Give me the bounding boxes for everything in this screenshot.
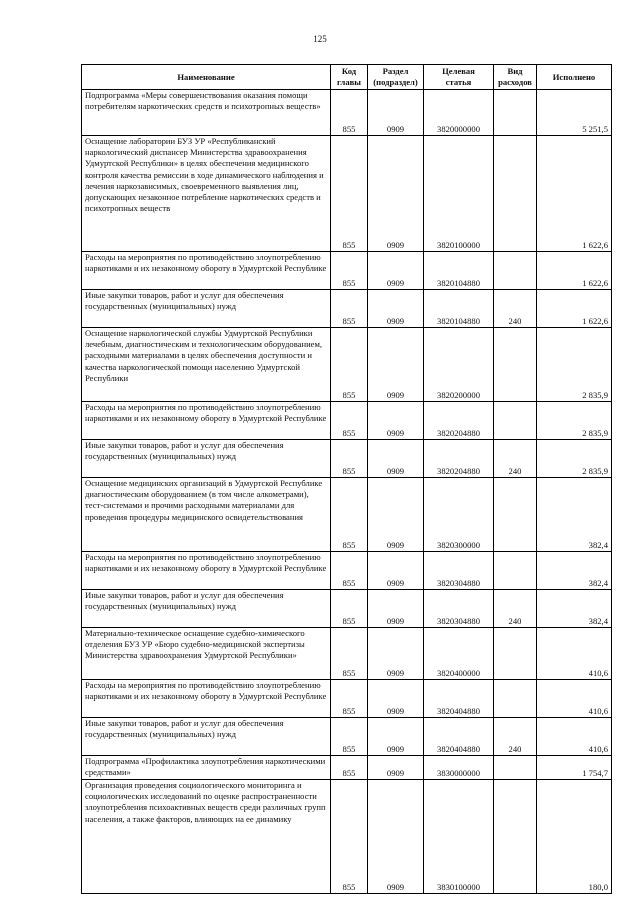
row-type <box>494 252 537 290</box>
row-code: 855 <box>331 590 368 628</box>
row-type <box>494 780 537 894</box>
row-type: 240 <box>494 590 537 628</box>
row-executed: 180,0 <box>537 780 612 894</box>
row-type: 240 <box>494 718 537 756</box>
table-row <box>82 680 612 718</box>
row-code: 855 <box>331 328 368 402</box>
row-section: 0909 <box>368 136 424 252</box>
row-executed: 410,6 <box>537 718 612 756</box>
table-row <box>82 780 612 894</box>
row-executed: 382,4 <box>537 552 612 590</box>
row-name: Иные закупки товаров, работ и услуг для обеспечения государственных (муниципальных) нужд <box>82 590 331 628</box>
row-type <box>494 628 537 680</box>
row-section: 0909 <box>368 718 424 756</box>
row-name: Иные закупки товаров, работ и услуг для обеспечения государственных (муниципальных) нужд <box>82 440 331 478</box>
header-type: Вид расходов <box>494 65 537 90</box>
row-target: 3820204880 <box>424 402 494 440</box>
row-target: 3830100000 <box>424 780 494 894</box>
row-code: 855 <box>331 440 368 478</box>
row-type: 240 <box>494 290 537 328</box>
row-target: 3820200000 <box>424 328 494 402</box>
row-name: Расходы на мероприятия по противодействию злоупотреблению наркотиками и их незаконному обороту в Удмуртской Республике <box>82 552 331 590</box>
row-executed: 1 754,7 <box>537 756 612 780</box>
row-name: Иные закупки товаров, работ и услуг для обеспечения государственных (муниципальных) нужд <box>82 290 331 328</box>
row-section: 0909 <box>368 628 424 680</box>
header-section: Раздел (подраздел) <box>368 65 424 90</box>
row-name: Расходы на мероприятия по противодействию злоупотреблению наркотиками и их незаконному обороту в Удмуртской Республике <box>82 680 331 718</box>
row-target: 3820100000 <box>424 136 494 252</box>
row-code: 855 <box>331 136 368 252</box>
table-row <box>82 718 612 756</box>
row-executed: 382,4 <box>537 590 612 628</box>
row-name: Оснащение наркологической службы Удмуртской Республики лечебным, диагностическим и технологическим оборудованием, расходными материалами в целях обеспечения доступности и качества наркологической помощи населению Удмуртской Республики <box>82 328 331 402</box>
table-header-row <box>82 65 612 90</box>
row-type <box>494 328 537 402</box>
row-section: 0909 <box>368 756 424 780</box>
row-name: Подпрограмма «Профилактика злоупотребления наркотическими средствами» <box>82 756 331 780</box>
header-target: Целевая статья <box>424 65 494 90</box>
row-type <box>494 90 537 136</box>
row-name: Организация проведения социологического мониторинга и социологических исследований по оценке распространенности злоупотребления психоактивных веществ среди различных групп населения, а также факторов, влияющих на ее динамику <box>82 780 331 894</box>
table-row <box>82 328 612 402</box>
row-target: 3820104880 <box>424 252 494 290</box>
row-section: 0909 <box>368 440 424 478</box>
row-target: 3820204880 <box>424 440 494 478</box>
header-executed: Исполнено <box>537 65 612 90</box>
row-code: 855 <box>331 402 368 440</box>
row-section: 0909 <box>368 290 424 328</box>
row-code: 855 <box>331 680 368 718</box>
table-row <box>82 136 612 252</box>
row-code: 855 <box>331 290 368 328</box>
table-row <box>82 590 612 628</box>
row-target: 3820400000 <box>424 628 494 680</box>
row-section: 0909 <box>368 328 424 402</box>
table-row <box>82 402 612 440</box>
row-target: 3820300000 <box>424 478 494 552</box>
table-row <box>82 90 612 136</box>
page-number: 125 <box>313 34 327 44</box>
table-row <box>82 290 612 328</box>
row-code: 855 <box>331 252 368 290</box>
row-target: 3820104880 <box>424 290 494 328</box>
row-type: 240 <box>494 440 537 478</box>
row-section: 0909 <box>368 590 424 628</box>
row-name: Расходы на мероприятия по противодействию злоупотреблению наркотиками и их незаконному обороту в Удмуртской Республике <box>82 252 331 290</box>
row-section: 0909 <box>368 780 424 894</box>
row-name: Иные закупки товаров, работ и услуг для обеспечения государственных (муниципальных) нужд <box>82 718 331 756</box>
row-section: 0909 <box>368 90 424 136</box>
row-executed: 2 835,9 <box>537 402 612 440</box>
row-name: Подпрограмма «Меры совершенствования оказания помощи потребителям наркотических средств и психотропных веществ» <box>82 90 331 136</box>
row-target: 3820304880 <box>424 552 494 590</box>
header-code: Код главы <box>331 65 368 90</box>
header-name: Наименование <box>82 65 331 90</box>
row-section: 0909 <box>368 478 424 552</box>
row-type <box>494 680 537 718</box>
row-executed: 2 835,9 <box>537 328 612 402</box>
table-row <box>82 252 612 290</box>
row-section: 0909 <box>368 680 424 718</box>
row-target: 3820000000 <box>424 90 494 136</box>
row-target: 3820404880 <box>424 718 494 756</box>
row-executed: 382,4 <box>537 478 612 552</box>
row-type <box>494 756 537 780</box>
row-section: 0909 <box>368 252 424 290</box>
row-code: 855 <box>331 780 368 894</box>
row-code: 855 <box>331 718 368 756</box>
table-row <box>82 756 612 780</box>
table-row <box>82 628 612 680</box>
row-code: 855 <box>331 756 368 780</box>
row-executed: 1 622,6 <box>537 290 612 328</box>
row-executed: 1 622,6 <box>537 252 612 290</box>
row-code: 855 <box>331 628 368 680</box>
row-type <box>494 402 537 440</box>
row-target: 3820404880 <box>424 680 494 718</box>
row-code: 855 <box>331 90 368 136</box>
row-executed: 410,6 <box>537 628 612 680</box>
table-row <box>82 478 612 552</box>
row-name: Оснащение медицинских организаций в Удмуртской Республике диагностическим оборудованием (в том числе алкометрами), тест-системами и прочими расходными материалами для проведения процедуры медицинского освидетельствования <box>82 478 331 552</box>
row-name: Материально-техническое оснащение судебно-химического отделения БУЗ УР «Бюро судебно-медицинской экспертизы Министерства здравоохранения Удмуртской Республики» <box>82 628 331 680</box>
row-executed: 410,6 <box>537 680 612 718</box>
row-target: 3820304880 <box>424 590 494 628</box>
row-section: 0909 <box>368 402 424 440</box>
table-row <box>82 552 612 590</box>
row-executed: 5 251,5 <box>537 90 612 136</box>
row-section: 0909 <box>368 552 424 590</box>
table-row <box>82 440 612 478</box>
row-name: Расходы на мероприятия по противодействию злоупотреблению наркотиками и их незаконному обороту в Удмуртской Республике <box>82 402 331 440</box>
row-code: 855 <box>331 552 368 590</box>
row-code: 855 <box>331 478 368 552</box>
row-type <box>494 552 537 590</box>
row-type <box>494 478 537 552</box>
row-executed: 1 622,6 <box>537 136 612 252</box>
row-name: Оснащение лаборатории БУЗ УР «Республиканский наркологический диспансер Министерства здравоохранения Удмуртской Республики» в целях обеспечения медицинского контроля качества ремиссии в ходе динамического наблюдения и лечения наркозависимых, своевременного выявления лиц, допускающих незаконное потребление наркотических средств и психотропных веществ <box>82 136 331 252</box>
row-executed: 2 835,9 <box>537 440 612 478</box>
row-type <box>494 136 537 252</box>
budget-table <box>81 64 612 894</box>
row-target: 3830000000 <box>424 756 494 780</box>
